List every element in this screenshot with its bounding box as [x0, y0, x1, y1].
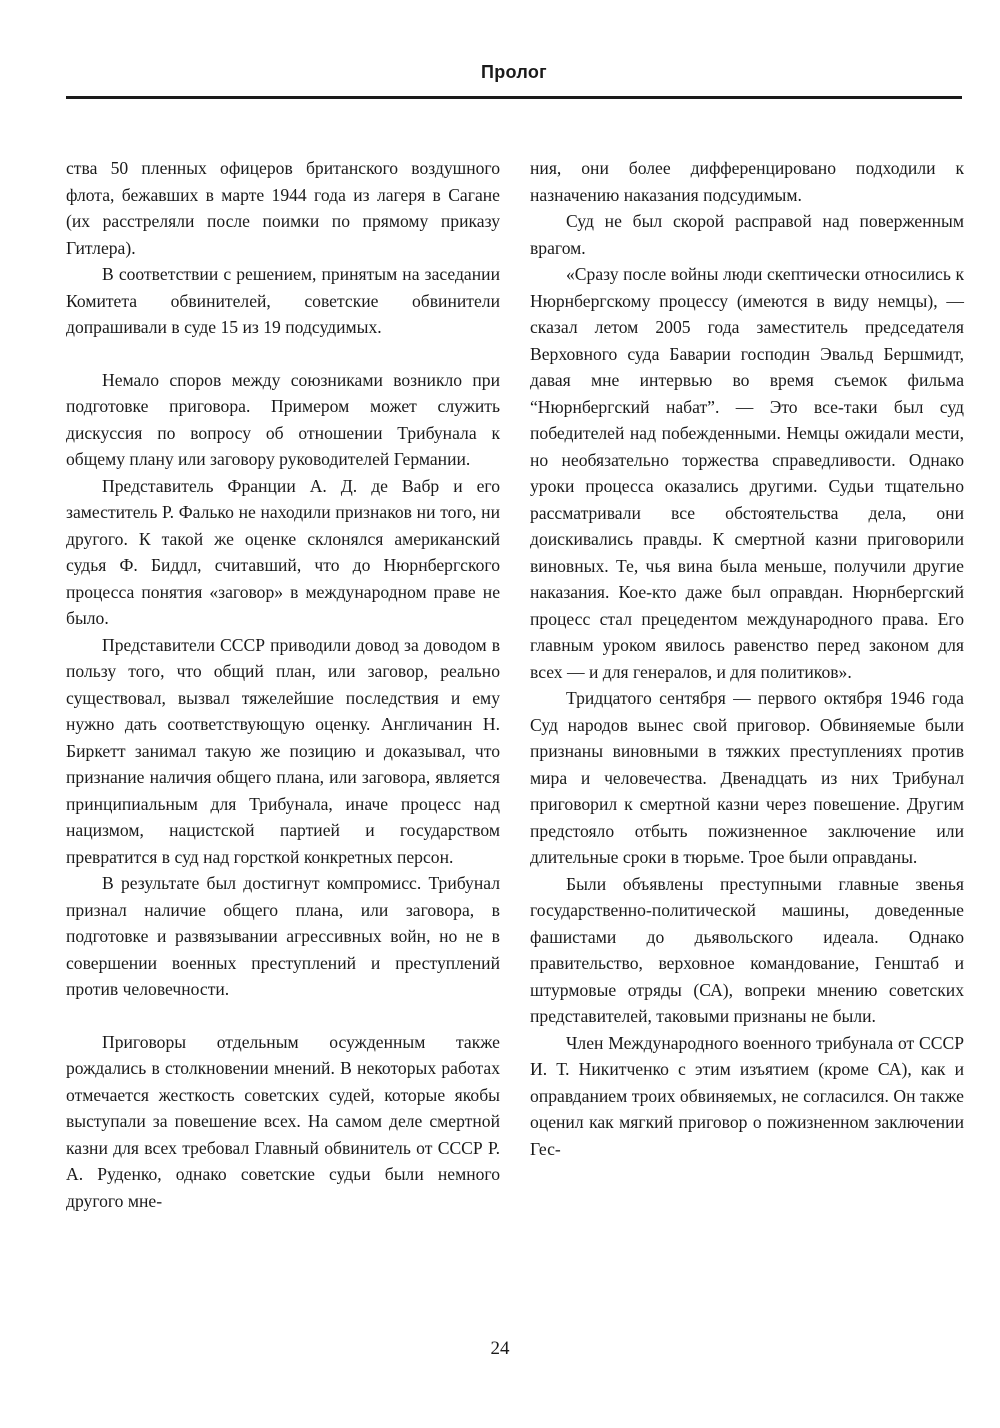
- right-column: [530, 155, 964, 1162]
- running-head-title: Пролог: [481, 62, 547, 82]
- paragraph: Суд не был скорой расправой над поверженным врагом.: [530, 211, 964, 258]
- paragraph: В результате был достигнут компромисс. Трибунал признал наличие общего плана, или заговора, в подготовке и развязывании агрессивных войн, но не в совершении военных преступлений и преступлений против человечности.: [66, 873, 500, 999]
- paragraph: Представители СССР приводили довод за доводом в пользу того, что общий план, или заговор, реально существовал, вызвал тяжелейшие последствия и ему нужно дать соответствующую оценку. Англичанин Н. Биркетт занимал такую же позицию и доказывал, что признание наличия общего плана, или заговора, является принципиальным для Трибунала, иначе процесс над нацизмом, нацистской партией и государством превратится в суд над горсткой конкретных персон.: [66, 634, 500, 867]
- paragraph: В соответствии с решением, принятым на заседании Комитета обвинителей, советские обвинители допрашивали в суде 15 из 19 подсудимых.: [66, 264, 500, 337]
- paragraph: Представитель Франции А. Д. де Вабр и его заместитель Р. Фалько не находили признаков ни того, ни другого. К такой же оценке склонялся американский судья Ф. Биддл, считавший, что до Нюрнбергского процесса понятия «заговор» в международном праве не было.: [66, 475, 500, 628]
- paragraph: Немало споров между союзниками возникло при подготовке приговора. Примером может служить дискуссия по вопросу об отношении Трибунала к общему плану или заговору руководителей Германии.: [66, 369, 500, 469]
- paragraph: Приговоры отдельным осужденным также рождались в столкновении мнений. В некоторых работах отмечается жесткость советских судей, которые якобы выступали за повешение всех. На самом деле смертной казни для всех требовал Главный обвинитель от СССР Р. А. Руденко, однако советские судьи были немного другого мне-: [66, 1031, 500, 1211]
- paragraph: ния, они более дифференцировано подходили к назначению наказания подсудимым.: [530, 158, 964, 205]
- paragraph: Были объявлены преступными главные звенья государственно-политической машины, доведенные фашистами до дьявольского идеала. Однако правительство, верховное командование, Генштаб и штурмовые отряды (СА), вопреки мнению советских представителей, таковыми признаны не были.: [530, 873, 964, 1026]
- page-number: 24: [490, 1338, 510, 1359]
- paragraph: ства 50 пленных офицеров британского воздушного флота, бежавших в марте 1944 года из лагеря в Сагане (их расстреляли после поимки по прямому приказу Гитлера).: [66, 158, 500, 258]
- left-column: [66, 155, 500, 1214]
- paragraph: Член Международного военного трибунала от СССР И. Т. Никитченко с этим изъятием (кроме СА), как и оправданием троих обвиняемых, не согласился. Он также оценил как мягкий приговор о пожизненном заключении Гес-: [530, 1032, 964, 1159]
- paragraph: «Сразу после войны люди скептически относились к Нюрнбергскому процессу (имеются в виду немцы), — сказал летом 2005 года заместитель председателя Верховного суда Баварии господин Эвальд Бершмидт, давая мне интервью во время съемок фильма “Нюрнбергский набат”. — Это все-таки был суд победителей над побежденными. Немцы ожидали мести, но необязательно торжества справедливости. Однако уроки процесса оказались другими. Судьи тщательно рассматривали все обстоятельства дела, они доискивались правды. К смертной казни приговорили виновных. Те, чья вина была меньше, получили другие наказания. Кое-кто даже был оправдан. Нюрнбергский процесс стал прецедентом международного права. Его главным уроком явилось равенство перед законом для всех — и для генералов, и для политиков».: [530, 264, 964, 682]
- header-rule: [66, 96, 962, 99]
- paragraph: Тридцатого сентября — первого октября 1946 года Суд народов вынес свой приговор. Обвиняемые были признаны виновными в тяжких преступлениях против мира и человечества. Двенадцать из них Трибунал приговорил к смертной казни через повешение. Другим предстояло отбыть пожизненное заключение или длительные сроки в тюрьме. Трое были оправданы.: [530, 688, 964, 867]
